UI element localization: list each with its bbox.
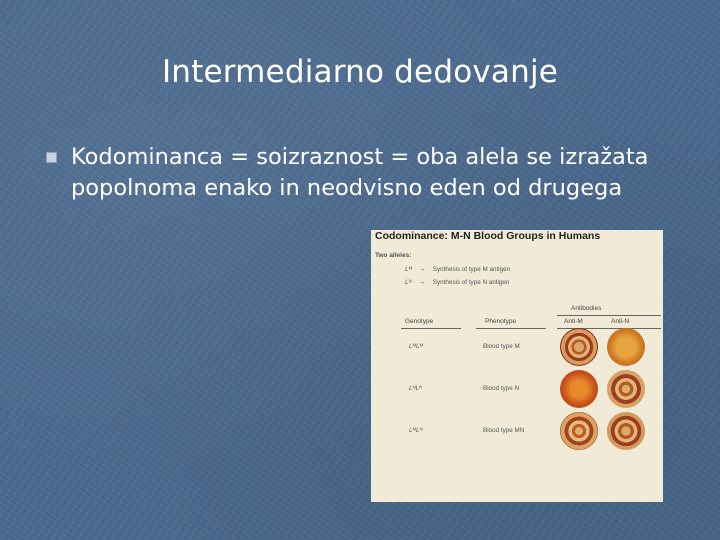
blood-sample-agglutinated — [607, 412, 645, 450]
blood-sample-smooth — [560, 370, 598, 408]
blood-sample-smooth — [607, 328, 645, 366]
allele-row — [405, 279, 509, 286]
allele-symbol: Lᴺ — [405, 279, 412, 286]
antibodies-divider — [557, 315, 661, 316]
column-header-anti-n: Anti-N — [611, 318, 630, 325]
blood-sample-agglutinated — [607, 370, 645, 408]
slide-title: Intermediarno dedovanje — [161, 54, 559, 90]
genotype-cell: LᴺLᴺ — [409, 385, 422, 392]
column-header-phenotype: Phenotype — [485, 318, 517, 325]
square-bullet-icon — [46, 152, 57, 163]
blood-sample-agglutinated — [560, 412, 598, 450]
arrow-right-icon: → — [419, 266, 426, 273]
blood-sample-agglutinated — [560, 328, 598, 366]
allele-description: Synthesis of type M antigen — [432, 266, 511, 273]
allele-description: Synthesis of type N antigen — [432, 279, 510, 286]
arrow-right-icon: → — [419, 279, 426, 286]
allele-symbol: Lᴹ — [405, 266, 412, 273]
header-underline — [401, 328, 461, 329]
column-header-anti-m: Anti-M — [564, 318, 583, 325]
antibodies-header: Antibodies — [571, 305, 602, 312]
codominance-figure — [371, 230, 663, 502]
allele-row — [405, 266, 510, 273]
genotype-cell: LᴹLᴺ — [409, 427, 423, 434]
header-underline — [476, 328, 546, 329]
alleles-label: Two alleles: — [375, 252, 412, 259]
figure-title: Codominance: M-N Blood Groups in Humans — [375, 230, 601, 242]
column-header-genotype: Genotype — [405, 318, 434, 325]
phenotype-cell: Blood type MN — [483, 427, 525, 434]
phenotype-cell: Blood type M — [483, 343, 520, 350]
genotype-cell: LᴹLᴹ — [409, 343, 423, 350]
bullet-text: Kodominanca = soizraznost = oba alela se izražata popolnoma enako in neodvisno eden od drugega — [71, 144, 649, 201]
phenotype-cell: Blood type N — [483, 385, 520, 392]
